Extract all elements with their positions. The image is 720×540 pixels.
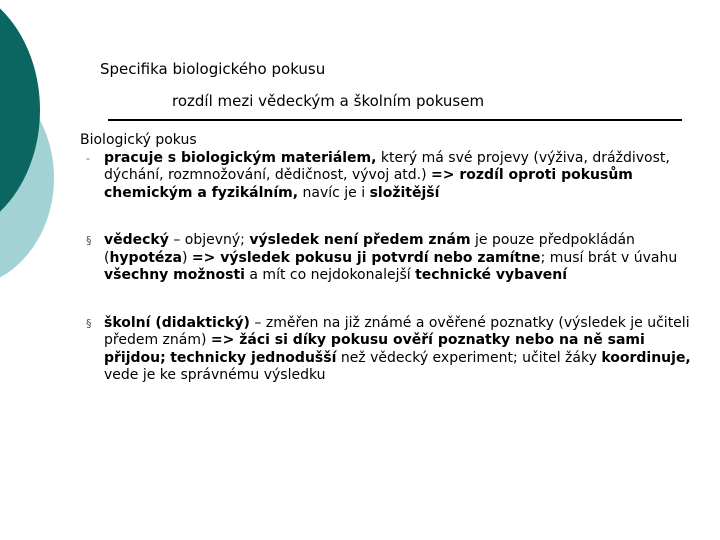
text: a mít co nejdokonalejší (244, 267, 416, 283)
emphasis: => rozdíl oproti pokusům chemickým a fyzikálním, (104, 167, 633, 201)
emphasis: => žáci si díky pokusu ověří poznatky nebo na ně sami přijdou; (104, 332, 645, 366)
decorative-side-shapes (0, 0, 80, 300)
emphasis: pracuje s biologickým materiálem, (104, 149, 377, 166)
emphasis: technicky jednodušší (170, 349, 337, 366)
emphasis: výsledek není předem znám (249, 232, 471, 248)
square-bullet: § (86, 234, 92, 247)
dash-bullet: - (86, 151, 90, 165)
slide-content (80, 132, 710, 385)
emphasis: školní (didaktický) (104, 314, 250, 331)
text: je pouze předpokládán ( (104, 232, 635, 266)
text: ; musí brát v úvahu (540, 249, 678, 266)
list-item-scientific (80, 232, 710, 285)
emphasis: technické vybavení (415, 267, 568, 283)
list-item-school (80, 315, 710, 385)
text: – změřen na již známé a ověřené poznatky (výsledek je učiteli předem znám) (104, 314, 690, 348)
section-heading: Biologický pokus (80, 132, 197, 148)
square-bullet: § (86, 316, 92, 330)
emphasis: koordinuje, (601, 349, 691, 366)
slide-subtitle: rozdíl mezi vědeckým a školním pokusem (172, 92, 485, 110)
emphasis: vědecký (104, 232, 169, 248)
emphasis: všechny možnosti (104, 267, 245, 283)
text: – objevný; (168, 232, 250, 248)
text: vede je ke správnému výsledku (104, 367, 326, 383)
text: ) (181, 249, 192, 266)
title-divider (108, 119, 682, 121)
text: který má své projevy (výživa, dráždivost, dýchání, rozmnožování, dědičnost, vývoj atd.) (104, 149, 670, 183)
slide-title: Specifika biologického pokusu (100, 60, 326, 78)
text: než vědecký experiment; učitel žáky (336, 349, 602, 366)
emphasis: hypotéza (109, 249, 182, 266)
text: navíc je i (298, 184, 370, 201)
emphasis: složitější (369, 184, 440, 201)
list-item-biological-material (80, 150, 710, 203)
emphasis: => výsledek pokusu ji potvrdí nebo zamítne (191, 249, 541, 266)
